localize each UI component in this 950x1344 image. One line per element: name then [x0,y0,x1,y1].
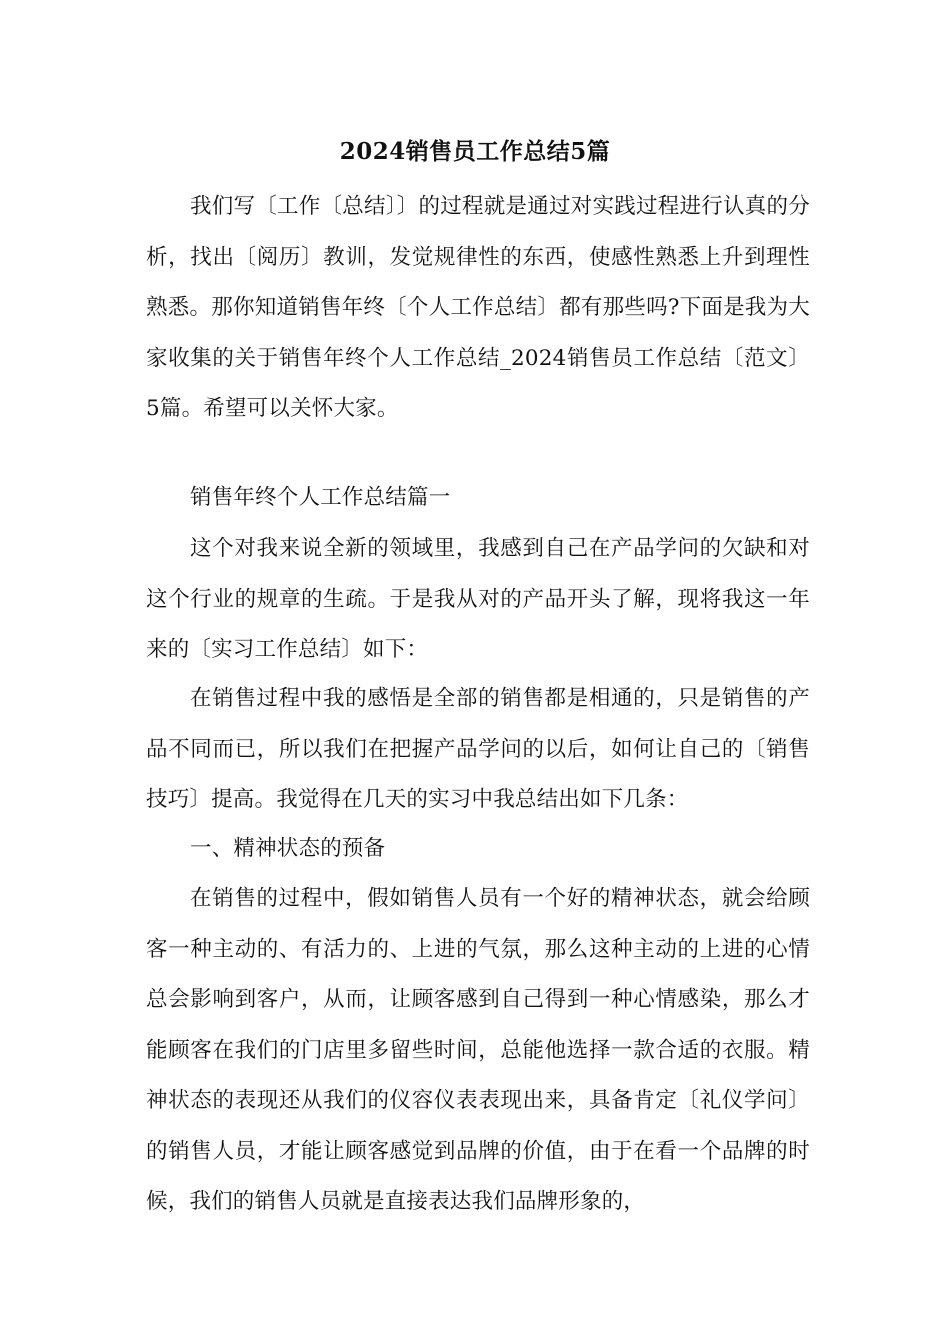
document-title: 2024销售员工作总结5篇 [339,138,611,165]
body-paragraph-1: 这个对我来说全新的领域里，我感到自己在产品学问的欠缺和对这个行业的规章的生疏。于是我从对的产品开头了解，现将我这一年来的〔实习工作总结〕如下： [146,536,810,662]
intro-paragraph: 我们写〔工作〔总结〕〕的过程就是通过对实践过程进行认真的分析，找出〔阅历〕教训，发觉规律性的东西，使感性熟悉上升到理性熟悉。那你知道销售年终〔个人工作总结〕都有那些吗?下面是我为大家收集的关于销售年终个人工作总结_2024销售员工作总结〔范文〕5篇。希望可以关怀大家。 [146,194,810,421]
body-paragraph-3: 在销售的过程中，假如销售人员有一个好的精神状态，就会给顾客一种主动的、有活力的、上进的气氛，那么这种主动的上进的心情总会影响到客户，从而，让顾客感到自己得到一种心情感染，那么才能顾客在我们的门店里多留些时间，总能他选择一款合适的衣服。精神状态的表现还从我们的仪容仪表表现出来，具备肯定〔礼仪学问〕的销售人员，才能让顾客感觉到品牌的价值，由于在看一个品牌的时候，我们的销售人员就是直接表达我们品牌形象的， [146,886,810,1214]
subheading-1: 一、精神状态的预备 [190,836,386,861]
section-heading: 销售年终个人工作总结篇一 [190,485,451,510]
body-paragraph-2: 在销售过程中我的感悟是全部的销售都是相通的，只是销售的产品不同而已，所以我们在把握产品学问的以后，如何让自己的〔销售技巧〕提高。我觉得在几天的实习中我总结出如下几条： [146,686,810,812]
